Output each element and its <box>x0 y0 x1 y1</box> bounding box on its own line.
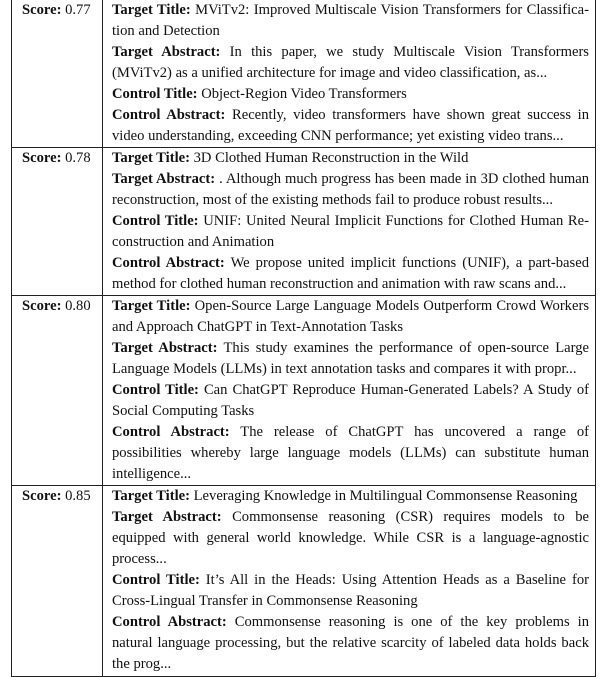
target-title <box>112 148 589 169</box>
control-title <box>112 380 589 422</box>
target-abstract-label: Target Abstract: <box>112 44 221 60</box>
control-abstract-label: Control Abstract: <box>112 614 227 630</box>
control-title-text: Object-Region Video Transformers <box>201 86 407 102</box>
control-abstract-label: Control Abstract: <box>112 107 226 123</box>
target-title <box>112 486 589 507</box>
target-abstract-text: . Although much progress has been made in 3D clothed human reconstruction, most of the existing methods fail to produce robust results... <box>112 171 590 208</box>
control-title <box>112 570 589 612</box>
table-row <box>12 486 596 677</box>
score-value: 0.85 <box>65 488 91 504</box>
control-title-text: Can ChatGPT Reproduce Human-Generated Labels? A Study of Social Computing Tasks <box>112 382 589 419</box>
control-title-text: It’s All in the Heads: Using Attention Heads as a Baseline for Cross-Lingual Transfer in Commonsense Reasoning <box>112 572 589 609</box>
control-abstract-text: Commonsense reasoning is one of the key problems in natural language processing, but the relative scarcity of labeled data holds back the prog... <box>112 614 590 672</box>
control-abstract-text: Recently, video transformers have shown great success in video understanding, exceeding CNN performance; yet existing video trans... <box>112 107 589 144</box>
score-cell <box>12 148 103 296</box>
target-abstract <box>112 169 589 211</box>
control-title-text: UNIF: United Neural Implicit Functions for Clothed Human Reconstruction and Animation <box>112 213 589 250</box>
control-title <box>112 211 589 253</box>
control-title-label: Control Title: <box>112 382 199 398</box>
control-title-label: Control Title: <box>112 213 199 229</box>
target-abstract-label: Target Abstract: <box>112 509 222 525</box>
content-cell <box>103 486 596 677</box>
target-title-label: Target Title: <box>112 488 190 504</box>
target-abstract-label: Target Abstract: <box>112 171 216 187</box>
target-title-label: Target Title: <box>112 298 191 314</box>
target-title-text: Leveraging Knowledge in Multilingual Commonsense Reasoning <box>193 488 578 504</box>
table-row <box>12 0 596 148</box>
results-table <box>11 0 596 677</box>
target-abstract <box>112 507 589 570</box>
target-abstract-text: Commonsense reasoning (CSR) requires models to be equipped with general world knowledge. While CSR is a language-agnostic process... <box>112 509 589 567</box>
target-abstract <box>112 42 589 84</box>
score-value: 0.77 <box>65 2 91 18</box>
control-title-label: Control Title: <box>112 572 200 588</box>
score-label: Score: <box>22 488 62 504</box>
content-cell <box>103 148 596 296</box>
score-label: Score: <box>22 2 62 18</box>
table-row <box>12 296 596 486</box>
target-abstract-label: Target Abstract: <box>112 340 218 356</box>
content-cell <box>103 296 596 486</box>
target-title-text: Open-Source Large Language Models Outperform Crowd Workers and Approach ChatGPT in Text-Annotation Tasks <box>112 298 589 335</box>
score-cell <box>12 486 103 677</box>
score-label: Score: <box>22 150 62 166</box>
control-abstract-label: Control Abstract: <box>112 255 225 271</box>
target-title <box>112 296 589 338</box>
table-row <box>12 148 596 296</box>
control-abstract-text: We propose united implicit functions (UNIF), a part-based method for clothed human reconstruction and animation with raw scans and... <box>112 255 589 292</box>
control-abstract <box>112 105 589 147</box>
target-title-text: 3D Clothed Human Reconstruction in the Wild <box>193 150 469 166</box>
target-abstract-text: In this paper, we study Multiscale Vision Transformers (MViTv2) as a unified architecture for image and video classification, as... <box>112 44 589 81</box>
score-cell <box>12 296 103 486</box>
score-label: Score: <box>22 298 62 314</box>
control-abstract <box>112 253 589 295</box>
control-title-label: Control Title: <box>112 86 198 102</box>
target-title <box>112 0 589 42</box>
content-cell <box>103 0 596 148</box>
target-abstract <box>112 338 589 380</box>
score-value: 0.78 <box>65 150 91 166</box>
control-abstract <box>112 612 589 675</box>
target-abstract-text: This study examines the performance of open-source Large Language Models (LLMs) in text annotation tasks and compares it with propr... <box>112 340 590 377</box>
control-abstract-label: Control Abstract: <box>112 424 230 440</box>
score-cell <box>12 0 103 148</box>
score-value: 0.80 <box>65 298 91 314</box>
control-abstract <box>112 422 589 485</box>
target-title-text: MViTv2: Improved Multiscale Vision Transformers for Classification and Detection <box>112 2 590 39</box>
target-title-label: Target Title: <box>112 2 191 18</box>
control-title <box>112 84 589 105</box>
control-abstract-text: The release of ChatGPT has uncovered a range of possibilities whereby large language models (LLMs) can substitute human intelligence... <box>112 424 589 482</box>
target-title-label: Target Title: <box>112 150 190 166</box>
